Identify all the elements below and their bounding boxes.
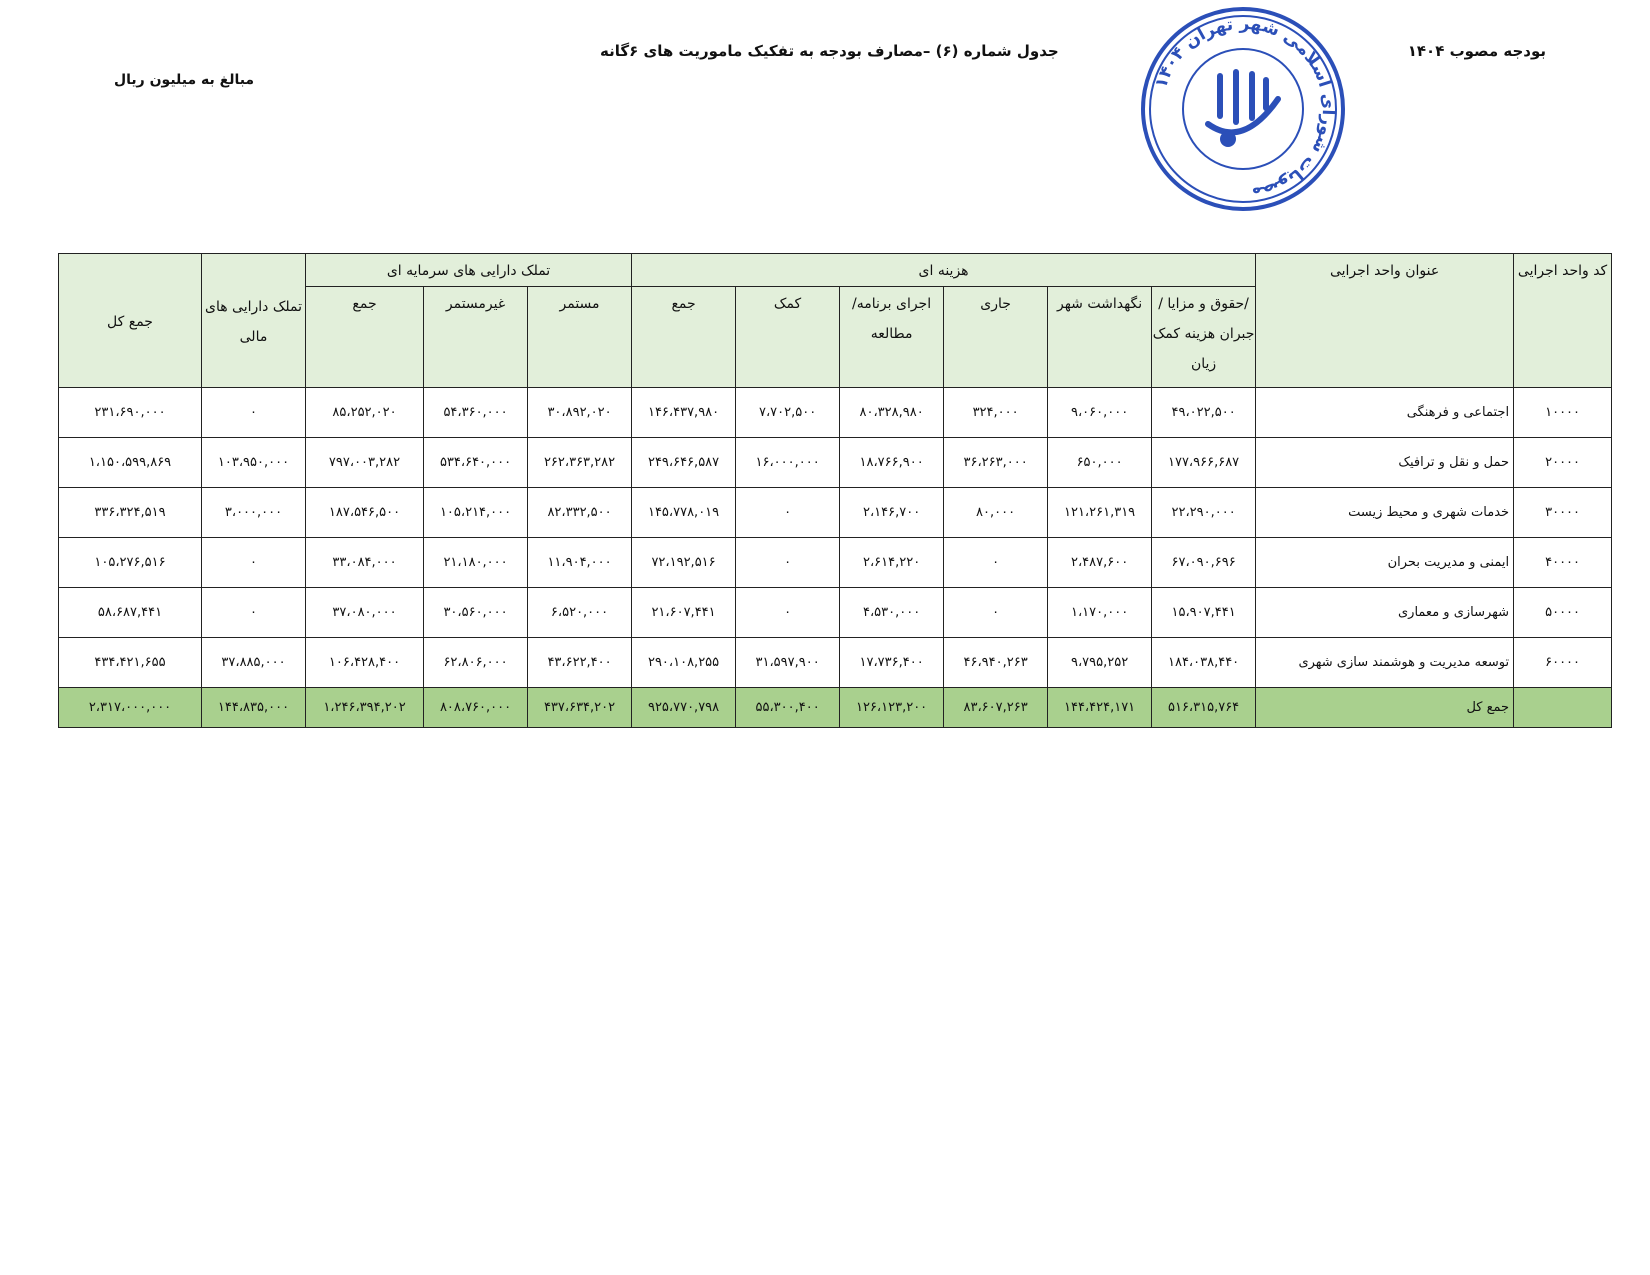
cell-grand-total: ۱۰۵،۲۷۶,۵۱۶ (59, 538, 202, 588)
cell-city-maintenance: ۹،۷۹۵,۲۵۲ (1048, 638, 1152, 688)
cell-financial: ۳،۰۰۰,۰۰۰ (202, 488, 306, 538)
total-continuing: ۴۳۷،۶۳۴,۲۰۲ (528, 688, 632, 728)
cell-salaries: ۴۹،۰۲۲,۵۰۰ (1152, 388, 1256, 438)
cell-expense-total: ۱۴۶،۴۳۷,۹۸۰ (632, 388, 736, 438)
header-expense-group: هزینه ای (632, 254, 1256, 287)
cell-program: ۲،۶۱۴,۲۲۰ (840, 538, 944, 588)
cell-current: ۳۲۴,۰۰۰ (944, 388, 1048, 438)
cell-non-continuing: ۶۲،۸۰۶,۰۰۰ (424, 638, 528, 688)
cell-continuing: ۲۶۲،۳۶۳,۲۸۲ (528, 438, 632, 488)
cell-expense-total: ۷۲،۱۹۲,۵۱۶ (632, 538, 736, 588)
cell-non-continuing: ۵۳۴،۶۴۰,۰۰۰ (424, 438, 528, 488)
cell-current: ۳۶،۲۶۳,۰۰۰ (944, 438, 1048, 488)
cell-aid: ۳۱،۵۹۷,۹۰۰ (736, 638, 840, 688)
cell-aid: ۷،۷۰۲,۵۰۰ (736, 388, 840, 438)
cell-capital-total: ۳۳،۰۸۴,۰۰۰ (306, 538, 424, 588)
cell-capital-total: ۷۹۷،۰۰۳,۲۸۲ (306, 438, 424, 488)
table-row (59, 588, 1612, 638)
cell-financial: ۰ (202, 538, 306, 588)
cell-continuing: ۱۱،۹۰۴,۰۰۰ (528, 538, 632, 588)
seal-text: مصوبات شورای اسلامی شهر تهران ۱۴۰۴ (1151, 13, 1339, 204)
cell-city-maintenance: ۲،۴۸۷,۶۰۰ (1048, 538, 1152, 588)
cell-expense-total: ۲۴۹،۶۴۶,۵۸۷ (632, 438, 736, 488)
cell-city-maintenance: ۱،۱۷۰,۰۰۰ (1048, 588, 1152, 638)
total-program: ۱۲۶،۱۲۳,۲۰۰ (840, 688, 944, 728)
cell-financial: ۰ (202, 588, 306, 638)
header-financial: تملک دارایی های مالی (202, 254, 306, 388)
cell-program: ۸۰،۳۲۸,۹۸۰ (840, 388, 944, 438)
cell-title: توسعه مدیریت و هوشمند سازی شهری (1256, 638, 1514, 688)
cell-current: ۰ (944, 588, 1048, 638)
table-title: جدول شماره (۶) –مصارف بودجه به تفکیک ماموریت های ۶گانه (600, 42, 1059, 60)
header-current: جاری (944, 287, 1048, 388)
cell-title: حمل و نقل و ترافیک (1256, 438, 1514, 488)
cell-grand-total: ۱،۱۵۰،۵۹۹,۸۶۹ (59, 438, 202, 488)
cell-salaries: ۲۲،۲۹۰,۰۰۰ (1152, 488, 1256, 538)
cell-continuing: ۸۲،۳۳۲,۵۰۰ (528, 488, 632, 538)
total-salaries: ۵۱۶،۳۱۵,۷۶۴ (1152, 688, 1256, 728)
cell-aid: ۰ (736, 538, 840, 588)
cell-title: خدمات شهری و محیط زیست (1256, 488, 1514, 538)
cell-code: ۴۰۰۰۰ (1514, 538, 1612, 588)
total-label: جمع کل (1256, 688, 1514, 728)
cell-code: ۳۰۰۰۰ (1514, 488, 1612, 538)
cell-code: ۱۰۰۰۰ (1514, 388, 1612, 438)
cell-current: ۰ (944, 538, 1048, 588)
cell-grand-total: ۵۸،۶۸۷,۴۴۱ (59, 588, 202, 638)
cell-financial: ۱۰۳،۹۵۰,۰۰۰ (202, 438, 306, 488)
cell-capital-total: ۱۸۷،۵۴۶,۵۰۰ (306, 488, 424, 538)
cell-salaries: ۱۸۴،۰۳۸,۴۴۰ (1152, 638, 1256, 688)
header-grand-total: جمع کل (59, 254, 202, 388)
table-row (59, 488, 1612, 538)
cell-grand-total: ۲۳۱،۶۹۰,۰۰۰ (59, 388, 202, 438)
total-city-maintenance: ۱۴۴،۴۲۴,۱۷۱ (1048, 688, 1152, 728)
cell-aid: ۰ (736, 488, 840, 538)
cell-continuing: ۶،۵۲۰,۰۰۰ (528, 588, 632, 638)
table-row (59, 388, 1612, 438)
cell-program: ۱۷،۷۳۶,۴۰۰ (840, 638, 944, 688)
cell-title: اجتماعی و فرهنگی (1256, 388, 1514, 438)
total-financial: ۱۴۴،۸۳۵,۰۰۰ (202, 688, 306, 728)
total-grand-total: ۲،۳۱۷،۰۰۰,۰۰۰ (59, 688, 202, 728)
cell-capital-total: ۳۷،۰۸۰,۰۰۰ (306, 588, 424, 638)
cell-non-continuing: ۳۰،۵۶۰,۰۰۰ (424, 588, 528, 638)
header-non-continuing: غیرمستمر (424, 287, 528, 388)
table-row (59, 438, 1612, 488)
cell-city-maintenance: ۶۵۰,۰۰۰ (1048, 438, 1152, 488)
header-city-maintenance: نگهداشت شهر (1048, 287, 1152, 388)
cell-salaries: ۱۵،۹۰۷,۴۴۱ (1152, 588, 1256, 638)
total-code (1514, 688, 1612, 728)
unit-note: مبالغ به میلیون ریال (114, 72, 255, 88)
header-salaries: /حقوق و مزایا /جبران هزینه کمک زیان (1152, 287, 1256, 388)
cell-city-maintenance: ۹،۰۶۰,۰۰۰ (1048, 388, 1152, 438)
budget-table (58, 253, 1612, 728)
cell-current: ۴۶،۹۴۰,۲۶۳ (944, 638, 1048, 688)
cell-program: ۴،۵۳۰,۰۰۰ (840, 588, 944, 638)
total-expense-total: ۹۲۵،۷۷۰,۷۹۸ (632, 688, 736, 728)
cell-non-continuing: ۲۱،۱۸۰,۰۰۰ (424, 538, 528, 588)
table-row (59, 638, 1612, 688)
cell-non-continuing: ۵۴،۳۶۰,۰۰۰ (424, 388, 528, 438)
cell-financial: ۰ (202, 388, 306, 438)
council-seal-logo (1138, 4, 1348, 214)
cell-aid: ۰ (736, 588, 840, 638)
cell-program: ۱۸،۷۶۶,۹۰۰ (840, 438, 944, 488)
total-current: ۸۳،۶۰۷,۲۶۳ (944, 688, 1048, 728)
header-continuing: مستمر (528, 287, 632, 388)
cell-program: ۲،۱۴۶,۷۰۰ (840, 488, 944, 538)
cell-code: ۵۰۰۰۰ (1514, 588, 1612, 638)
cell-expense-total: ۲۱،۶۰۷,۴۴۱ (632, 588, 736, 638)
cell-grand-total: ۴۳۴،۴۲۱,۶۵۵ (59, 638, 202, 688)
header-code: کد واحد اجرایی (1514, 254, 1612, 388)
table-row (59, 538, 1612, 588)
cell-continuing: ۴۳،۶۲۲,۴۰۰ (528, 638, 632, 688)
cell-title: ایمنی و مدیریت بحران (1256, 538, 1514, 588)
total-row (59, 688, 1612, 728)
cell-title: شهرسازی و معماری (1256, 588, 1514, 638)
cell-capital-total: ۸۵،۲۵۲,۰۲۰ (306, 388, 424, 438)
cell-salaries: ۶۷،۰۹۰,۶۹۶ (1152, 538, 1256, 588)
header-capital-total: جمع (306, 287, 424, 388)
cell-salaries: ۱۷۷،۹۶۶,۶۸۷ (1152, 438, 1256, 488)
cell-expense-total: ۲۹۰،۱۰۸,۲۵۵ (632, 638, 736, 688)
cell-capital-total: ۱۰۶،۴۲۸,۴۰۰ (306, 638, 424, 688)
cell-grand-total: ۳۳۶،۳۲۴,۵۱۹ (59, 488, 202, 538)
cell-current: ۸۰,۰۰۰ (944, 488, 1048, 538)
cell-continuing: ۳۰،۸۹۲,۰۲۰ (528, 388, 632, 438)
svg-text:مصوبات شورای اسلامی شهر تهران (1151, 14, 1338, 204)
total-aid: ۵۵،۳۰۰,۴۰۰ (736, 688, 840, 728)
cell-code: ۲۰۰۰۰ (1514, 438, 1612, 488)
header-capital-group: تملک دارایی های سرمایه ای (306, 254, 632, 287)
cell-city-maintenance: ۱۲۱،۲۶۱,۳۱۹ (1048, 488, 1152, 538)
header-expense-total: جمع (632, 287, 736, 388)
cell-financial: ۳۷،۸۸۵,۰۰۰ (202, 638, 306, 688)
cell-code: ۶۰۰۰۰ (1514, 638, 1612, 688)
cell-expense-total: ۱۴۵،۷۷۸,۰۱۹ (632, 488, 736, 538)
header-program: اجرای برنامه/مطالعه (840, 287, 944, 388)
header-title: عنوان واحد اجرایی (1256, 254, 1514, 388)
cell-aid: ۱۶،۰۰۰,۰۰۰ (736, 438, 840, 488)
cell-non-continuing: ۱۰۵،۲۱۴,۰۰۰ (424, 488, 528, 538)
total-non-continuing: ۸۰۸،۷۶۰,۰۰۰ (424, 688, 528, 728)
budget-label: بودجه مصوب ۱۴۰۴ (1407, 42, 1546, 60)
header-aid: کمک (736, 287, 840, 388)
total-capital-total: ۱،۲۴۶،۳۹۴,۲۰۲ (306, 688, 424, 728)
